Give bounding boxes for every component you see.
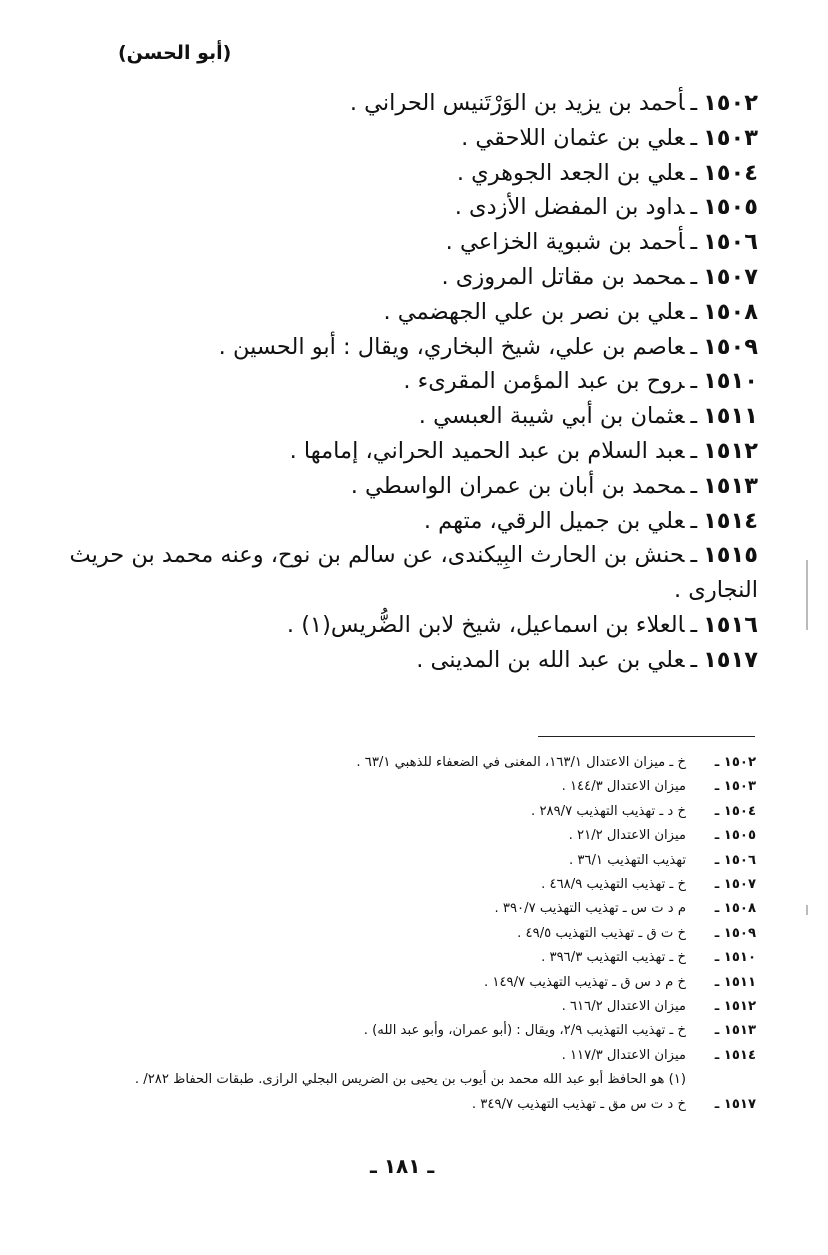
footnote-1503 bbox=[36, 775, 756, 799]
footnote-text: ميزان الاعتدال ١١٧/٣ . bbox=[561, 1047, 686, 1063]
entry-number: ١٥٠٢ bbox=[703, 90, 758, 116]
entry-1507: ١٥٠٧ـمحمد بن مقاتل المروزى . bbox=[441, 263, 758, 290]
footnote-text: خ ـ تهذيب التهذيب ٢/٩، ويقال : (أبو عمران، وأبو عبد الله) . bbox=[363, 1023, 686, 1039]
footnote-number: ١٥٠٧ ـ bbox=[714, 877, 756, 893]
footnote-number bbox=[686, 1068, 756, 1092]
entry-number: ١٥٠٧ bbox=[703, 263, 758, 290]
entry-text: حنش بن الحارث البِيكندى، عن سالم بن نوح، وعنه محمد بن حريث النجارى . bbox=[69, 542, 758, 604]
entry-number: ١٥٠٣ bbox=[703, 124, 758, 151]
entry-1506: ١٥٠٦ـأحمد بن شبوية الخزاعي . bbox=[445, 229, 758, 256]
entry-text: روح بن عبد المؤمن المقرىء . bbox=[403, 368, 685, 395]
footnote-1505 bbox=[36, 824, 756, 848]
footnote-number: ١٥٠٢ ـ bbox=[714, 755, 756, 770]
footnote-1-biography bbox=[36, 1068, 756, 1092]
footnote-text: م د ت س ـ تهذيب التهذيب ٣٩٠/٧ . bbox=[494, 901, 686, 917]
entry-number: ١٥٠٦ bbox=[703, 229, 758, 256]
scan-edge-mark bbox=[806, 560, 808, 630]
footnote-1502 bbox=[36, 751, 756, 775]
entry-text: أحمد بن شبوية الخزاعي . bbox=[445, 229, 685, 256]
entry-number: ١٥١٠ bbox=[703, 368, 758, 395]
footnote-text: تهذيب التهذيب ٣٦/١ . bbox=[568, 852, 686, 868]
footnote-text: ميزان الاعتدال ٦١٦/٢ . bbox=[561, 999, 686, 1015]
footnote-1510 bbox=[36, 946, 756, 970]
entry-number: ١٥١٥ bbox=[703, 542, 758, 569]
entry-1503: ١٥٠٣ـعلي بن عثمان اللاحقي . bbox=[461, 124, 758, 151]
footnote-1509 bbox=[36, 922, 756, 946]
entry-text: عاصم بن علي، شيخ البخاري، ويقال : أبو الحسين . bbox=[218, 333, 685, 360]
footnote-text: خ ـ تهذيب التهذيب ٣٩٦/٣ . bbox=[541, 950, 686, 966]
footnote-text: (١) هو الحافظ أبو عبد الله محمد بن أيوب بن يحيى بن الضريس البجلي الرازى. طبقات الحفاظ ٢٨٢/ . bbox=[134, 1072, 686, 1088]
footnote-divider bbox=[538, 736, 755, 737]
footnote-text: ميزان الاعتدال ٢١/٢ . bbox=[568, 828, 686, 844]
entry-list bbox=[68, 86, 758, 678]
entry-number: ١٥١٢ bbox=[703, 437, 758, 464]
footnote-text: خ ـ ميزان الاعتدال ١٦٣/١، المغنى في الضعفاء للذهبي ٦٣/١ . bbox=[356, 755, 686, 770]
entry-number: ١٥١١ bbox=[703, 403, 758, 430]
entry-1513: ١٥١٣ـمحمد بن أبان بن عمران الواسطي . bbox=[350, 472, 758, 499]
footnote-text: ميزان الاعتدال ١٤٤/٣ . bbox=[561, 779, 686, 795]
entry-1515: ١٥١٥ـحنش بن الحارث البِيكندى، عن سالم بن نوح، وعنه محمد بن حريث النجارى . bbox=[69, 542, 758, 604]
entry-number: ١٥٠٩ bbox=[703, 333, 758, 360]
entry-text: علي بن نصر بن علي الجهضمي . bbox=[383, 298, 685, 325]
footnote-number: ١٥٠٥ ـ bbox=[714, 828, 756, 844]
entry-text: العلاء بن اسماعيل، شيخ لابن الضُّريس(١) . bbox=[286, 611, 685, 638]
footnote-1512 bbox=[36, 995, 756, 1019]
footnote-text: خ د ت س مق ـ تهذيب التهذيب ٣٤٩/٧ . bbox=[471, 1096, 686, 1112]
footnote-number: ١٥١٤ ـ bbox=[714, 1047, 756, 1063]
entry-number: ١٥١٤ bbox=[703, 507, 758, 534]
footnote-text: خ م د س ق ـ تهذيب التهذيب ١٤٩/٧ . bbox=[483, 974, 686, 990]
footnote-number: ١٥٠٨ ـ bbox=[714, 901, 756, 917]
entry-number: ١٥١٦ bbox=[703, 611, 758, 638]
entry-1509: ١٥٠٩ـعاصم بن علي، شيخ البخاري، ويقال : أبو الحسين . bbox=[218, 333, 758, 360]
entry-number: ١٥٠٤ bbox=[703, 159, 758, 186]
entry-text: علي بن عبد الله بن المدينى . bbox=[416, 646, 685, 673]
footnote-1506 bbox=[36, 849, 756, 873]
entry-number: ١٥٠٥ bbox=[703, 194, 758, 221]
footnote-1511 bbox=[36, 971, 756, 995]
entry-1504: ١٥٠٤ـعلي بن الجعد الجوهري . bbox=[456, 159, 758, 186]
entry-text: عبد السلام بن عبد الحميد الحراني، إمامها . bbox=[289, 437, 685, 464]
entry-1517: ١٥١٧ـعلي بن عبد الله بن المدينى . bbox=[416, 646, 758, 673]
scan-edge-mark bbox=[806, 905, 808, 915]
footnote-text: خ ـ تهذيب التهذيب ٤٦٨/٩ . bbox=[541, 877, 686, 893]
entry-number: ١٥١٣ bbox=[703, 472, 758, 499]
footnote-text: خ د ـ تهذيب التهذيب ٢٨٩/٧ . bbox=[531, 803, 686, 819]
entry-1512: ١٥١٢ـعبد السلام بن عبد الحميد الحراني، إمامها . bbox=[289, 437, 758, 464]
footnote-1508 bbox=[36, 897, 756, 921]
footnote-1507 bbox=[36, 873, 756, 897]
running-header: (أبو الحسن) bbox=[118, 42, 232, 64]
entry-text: محمد بن أبان بن عمران الواسطي . bbox=[350, 472, 685, 499]
footnote-number: ١٥٠٩ ـ bbox=[714, 925, 756, 941]
entry-text: أحمد بن يزيد بن الوَرْتَنيس الحراني . bbox=[349, 90, 685, 116]
footnote-number: ١٥٠٣ ـ bbox=[714, 779, 756, 795]
footnote-1517 bbox=[36, 1093, 756, 1117]
entry-1510: ١٥١٠ـروح بن عبد المؤمن المقرىء . bbox=[403, 368, 758, 395]
footnote-list bbox=[36, 751, 756, 1117]
entry-text: علي بن جميل الرقي، متهم . bbox=[423, 507, 685, 534]
entry-text: عثمان بن أبي شيبة العبسي . bbox=[418, 403, 685, 430]
footnote-number: ١٥١٣ ـ bbox=[714, 1023, 756, 1039]
footnote-number: ١٥٠٦ ـ bbox=[714, 852, 756, 868]
footnote-1504 bbox=[36, 800, 756, 824]
entry-number: ١٥١٧ bbox=[703, 646, 758, 673]
footnote-text: خ ت ق ـ تهذيب التهذيب ٤٩/٥ . bbox=[517, 925, 686, 941]
entry-1511: ١٥١١ـعثمان بن أبي شيبة العبسي . bbox=[418, 403, 758, 430]
entry-text: علي بن عثمان اللاحقي . bbox=[461, 124, 685, 151]
page-number: ـ ١٨١ ـ bbox=[370, 1154, 435, 1178]
footnote-number: ١٥١٠ ـ bbox=[714, 950, 756, 966]
footnote-number: ١٥١٧ ـ bbox=[714, 1096, 756, 1112]
entry-1505: ١٥٠٥ـداود بن المفضل الأزدى . bbox=[454, 194, 758, 221]
footnote-number: ١٥٠٤ ـ bbox=[714, 803, 756, 819]
entry-text: علي بن الجعد الجوهري . bbox=[456, 159, 685, 186]
entry-1516: ١٥١٦ـالعلاء بن اسماعيل، شيخ لابن الضُّريس(١) . bbox=[286, 611, 758, 638]
entry-1502: ١٥٠٢ـأحمد بن يزيد بن الوَرْتَنيس الحراني . bbox=[349, 90, 758, 116]
entry-1508: ١٥٠٨ـعلي بن نصر بن علي الجهضمي . bbox=[383, 298, 758, 325]
footnote-1514 bbox=[36, 1044, 756, 1068]
footnote-number: ١٥١١ ـ bbox=[714, 974, 756, 990]
entry-number: ١٥٠٨ bbox=[703, 298, 758, 325]
footnote-number: ١٥١٢ ـ bbox=[714, 999, 756, 1015]
entry-text: محمد بن مقاتل المروزى . bbox=[441, 263, 685, 290]
footnote-1513 bbox=[36, 1019, 756, 1043]
entry-1514: ١٥١٤ـعلي بن جميل الرقي، متهم . bbox=[423, 507, 758, 534]
entry-text: داود بن المفضل الأزدى . bbox=[454, 194, 685, 221]
